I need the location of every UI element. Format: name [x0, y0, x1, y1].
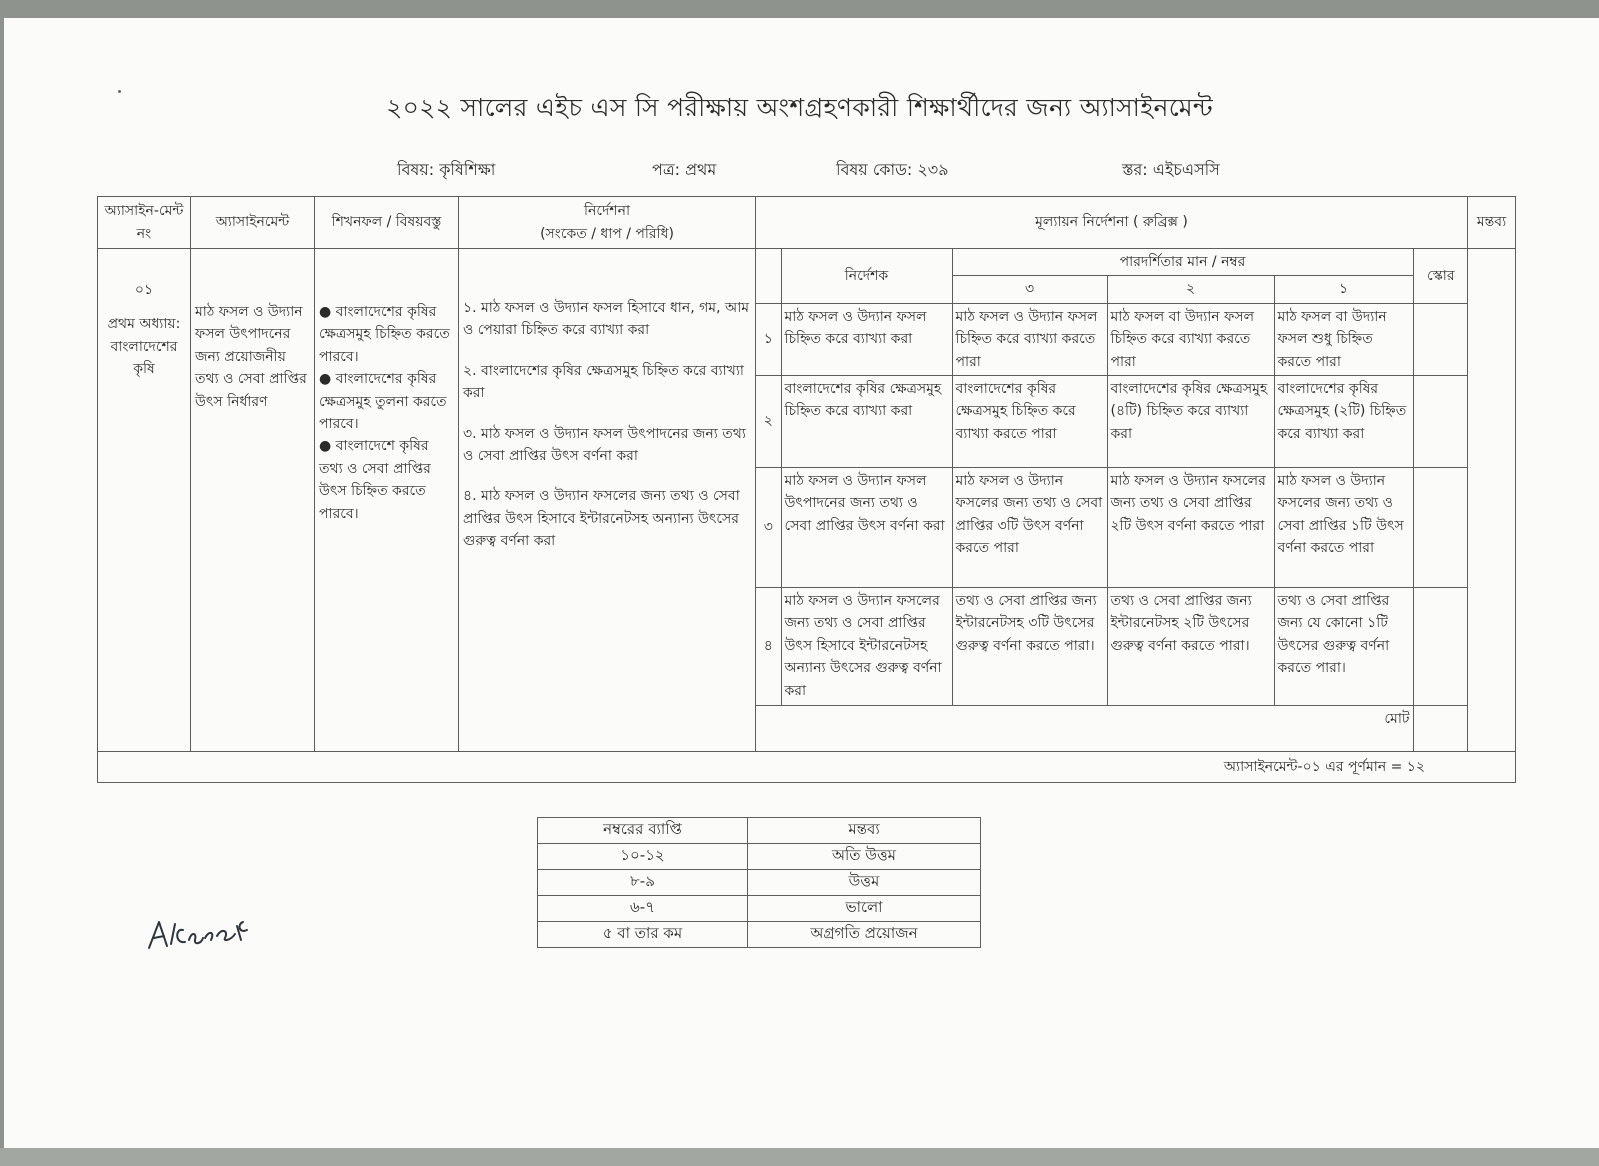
- outcome-cell: [315, 249, 459, 752]
- full-mark-text: অ্যাসাইনমেন্ট-০১ এর পূর্ণমান = ১২: [98, 752, 1516, 783]
- assignment-cell: [191, 249, 315, 752]
- header-evaluation: মূল্যায়ন নির্দেশনা ( রুব্রিক্স ): [756, 197, 1468, 249]
- rubric-score-cell: [1413, 467, 1468, 587]
- subject-label: বিষয়: কৃষিশিক্ষা: [397, 160, 496, 179]
- rubric-level-1-text: মাঠ ফসল ও উদ্যান ফসলের জন্য তথ্য ও সেবা প্রাপ্তির ১টি উৎস বর্ণনা করতে পারা: [1274, 467, 1413, 587]
- rubric-indicator: বাংলাদেশের কৃষির ক্ষেত্রসমুহ চিহ্নিত করে ব্যাখ্যা করা: [781, 375, 952, 467]
- rubric-row-number: ১: [756, 303, 781, 375]
- rubric-level-2: ২: [1107, 276, 1274, 303]
- rubric-row: [756, 375, 1468, 467]
- direction-item: ২. বাংলাদেশের কৃষির ক্ষেত্রসমুহ চিহ্নিত করে ব্যাখ্যা করা: [463, 362, 744, 402]
- header-assignment: অ্যাসাইনমেন্ট: [191, 197, 315, 249]
- rubric-level-1: ১: [1274, 276, 1413, 303]
- rubric-indicator-header: নির্দেশক: [781, 249, 952, 303]
- rubric-level-3-text: মাঠ ফসল ও উদ্যান ফসলের জন্য তথ্য ও সেবা প্রাপ্তির ৩টি উৎস বর্ণনা করতে পারা: [952, 467, 1107, 587]
- header-outcome: শিখনফল / বিষয়বস্তু: [315, 197, 459, 249]
- rubric-level-1-text: তথ্য ও সেবা প্রাপ্তির জন্য যে কোনো ১টি উৎসের গুরুত্ব বর্ণনা করতে পারা।: [1274, 587, 1413, 705]
- rubric-row: [756, 587, 1468, 705]
- paper-label: পত্র: প্রথম: [652, 160, 717, 179]
- rubric-row-number: ৪: [756, 587, 781, 705]
- rubric-indicator: মাঠ ফসল ও উদ্যান ফসলের জন্য তথ্য ও সেবা প্রাপ্তির উৎস হিসাবে ইন্টারনেটসহ অন্যান্য উৎসের গুরুত্ব বর্ণনা করা: [781, 587, 952, 705]
- rubric-total-row: [756, 705, 1468, 751]
- rubric-level-3-text: মাঠ ফসল ও উদ্যান ফসল চিহ্নিত করে ব্যাখ্যা করতে পারা: [952, 303, 1107, 375]
- chapter-text: প্রথম অধ্যায়: বাংলাদেশের কৃষি: [107, 316, 181, 378]
- header-row: [98, 197, 1516, 249]
- header-direction: [459, 197, 756, 249]
- rubric-indicator: মাঠ ফসল ও উদ্যান ফসল উৎপাদনের জন্য তথ্য ও সেবা প্রাপ্তির উৎস বর্ণনা করা: [781, 467, 952, 587]
- header-assignment-no: অ্যাসাইন-মেন্ট নং: [98, 197, 191, 249]
- rubric-row: [756, 467, 1468, 587]
- direction-item: ৪. মাঠ ফসল ও উদ্যান ফসলের জন্য তথ্য ও সেবা প্রাপ্তির উৎস হিসাবে ইন্টারনেটসহ অন্যান্য উৎসের গুরুত্ব বর্ণনা করা: [463, 488, 740, 550]
- rubric-level-3-text: তথ্য ও সেবা প্রাপ্তির জন্য ইন্টারনেটসহ ৩টি উৎসের গুরুত্ব বর্ণনা করতে পারা।: [952, 587, 1107, 705]
- rubric-level-3-text: বাংলাদেশের কৃষির ক্ষেত্রসমুহ চিহ্নিত করে ব্যাখ্যা করতে পারা: [952, 375, 1107, 467]
- rubric-level-1-text: মাঠ ফসল বা উদ্যান ফসল শুধু চিহ্নিত করতে পারা: [1274, 303, 1413, 375]
- page-title: ২০২২ সালের এইচ এস সি পরীক্ষায় অংশগ্রহণকারী শিক্ষার্থীদের জন্য অ্যাসাইনমেন্ট: [386, 93, 1213, 122]
- rubric-table: [756, 249, 1468, 751]
- rubric-level-header: পারদর্শিতার মান / নম্বর: [952, 249, 1413, 276]
- outcome-item: ● বাংলাদেশের কৃষির ক্ষেত্রসমুহ চিহ্নিত করতে পারবে।: [319, 304, 450, 365]
- rubric-row-number: ৩: [756, 467, 781, 587]
- scale-range: ৬-৭: [538, 896, 748, 922]
- header-remarks: মন্তব্য: [1468, 197, 1516, 249]
- scale-remark: ভালো: [748, 896, 981, 922]
- content-row: [98, 249, 1516, 752]
- handwritten-signature: [145, 900, 265, 960]
- rubric-level-3: ৩: [952, 276, 1107, 303]
- outcome-item: ● বাংলাদেশের কৃষির ক্ষেত্রসমুহ তুলনা করতে পারবে।: [319, 371, 447, 432]
- rubric-total-label: মোট: [756, 705, 1413, 751]
- scale-remark: উত্তম: [748, 870, 981, 896]
- scale-header-remark: মন্তব্য: [748, 818, 981, 844]
- rubric-total-score: [1413, 705, 1468, 751]
- rubric-level-2-text: মাঠ ফসল বা উদ্যান ফসল চিহ্নিত করে ব্যাখ্যা করতে পারা: [1107, 303, 1274, 375]
- remarks-cell: [1468, 249, 1516, 752]
- scale-range: ১০-১২: [538, 844, 748, 870]
- rubric-header-row: [756, 249, 1468, 276]
- scale-row: [538, 896, 981, 922]
- assignment-serial: ০১: [134, 282, 154, 298]
- rubric-cell: [756, 249, 1468, 752]
- scale-row: [538, 870, 981, 896]
- scale-remark: অগ্রগতি প্রয়োজন: [748, 922, 981, 948]
- rubric-score-cell: [1413, 303, 1468, 375]
- rubric-row-number: ২: [756, 375, 781, 467]
- rubric-row: [756, 303, 1468, 375]
- level-label: স্তর: এইচএসসি: [1122, 160, 1220, 179]
- outcome-item: ● বাংলাদেশে কৃষির তথ্য ও সেবা প্রাপ্তির উৎস চিহ্নিত করতে পারবে।: [319, 438, 431, 522]
- scan-edge: [0, 1148, 1599, 1166]
- rubric-level-1-text: বাংলাদেশের কৃষির ক্ষেত্রসমুহ (২টি) চিহ্নিত করে ব্যাখ্যা করা: [1274, 375, 1413, 467]
- direction-item: ১. মাঠ ফসল ও উদ্যান ফসল হিসাবে ধান, গম, আম ও পেয়ারা চিহ্নিত করে ব্যাখ্যা করা: [463, 300, 750, 339]
- header-direction-sub: (সংকেত / ধাপ / পরিধি): [540, 225, 674, 242]
- full-mark-row: [98, 752, 1516, 783]
- header-direction-title: নির্দেশনা: [583, 203, 631, 220]
- scale-range: ৮-৯: [538, 870, 748, 896]
- subject-code-label: বিষয় কোড: ২৩৯: [836, 160, 949, 179]
- scale-header-range: নম্বরের ব্যাপ্তি: [538, 818, 748, 844]
- rubric-level-2-text: তথ্য ও সেবা প্রাপ্তির জন্য ইন্টারনেটসহ ২টি উৎসের গুরুত্ব বর্ণনা করতে পারা।: [1107, 587, 1274, 705]
- assignment-table: [97, 196, 1516, 783]
- scale-row: [538, 922, 981, 948]
- scale-header-row: [538, 818, 981, 844]
- rubric-level-2-text: মাঠ ফসল ও উদ্যান ফসলের জন্য তথ্য ও সেবা প্রাপ্তির ২টি উৎস বর্ণনা করতে পারা: [1107, 467, 1274, 587]
- rubric-score-cell: [1413, 375, 1468, 467]
- rubric-level-2-text: বাংলাদেশের কৃষির ক্ষেত্রসমুহ (৪টি) চিহ্নিত করে ব্যাখ্যা করা: [1107, 375, 1274, 467]
- scale-remark: অতি উত্তম: [748, 844, 981, 870]
- rubric-indicator: মাঠ ফসল ও উদ্যান ফসল চিহ্নিত করে ব্যাখ্যা করা: [781, 303, 952, 375]
- rubric-score-header: স্কোর: [1413, 249, 1468, 303]
- assignment-text: মাঠ ফসল ও উদ্যান ফসল উৎপাদনের জন্য প্রয়োজনীয় তথ্য ও সেবা প্রাপ্তির উৎস নির্ধারণ: [195, 304, 307, 410]
- grading-scale-table: [537, 817, 981, 948]
- rubric-score-cell: [1413, 587, 1468, 705]
- scale-range: ৫ বা তার কম: [538, 922, 748, 948]
- direction-cell: [459, 249, 756, 752]
- scale-row: [538, 844, 981, 870]
- chapter-cell: [98, 249, 191, 752]
- direction-item: ৩. মাঠ ফসল ও উদ্যান ফসল উৎপাদনের জন্য তথ্য ও সেবা প্রাপ্তির উৎস বর্ণনা করা: [463, 425, 746, 464]
